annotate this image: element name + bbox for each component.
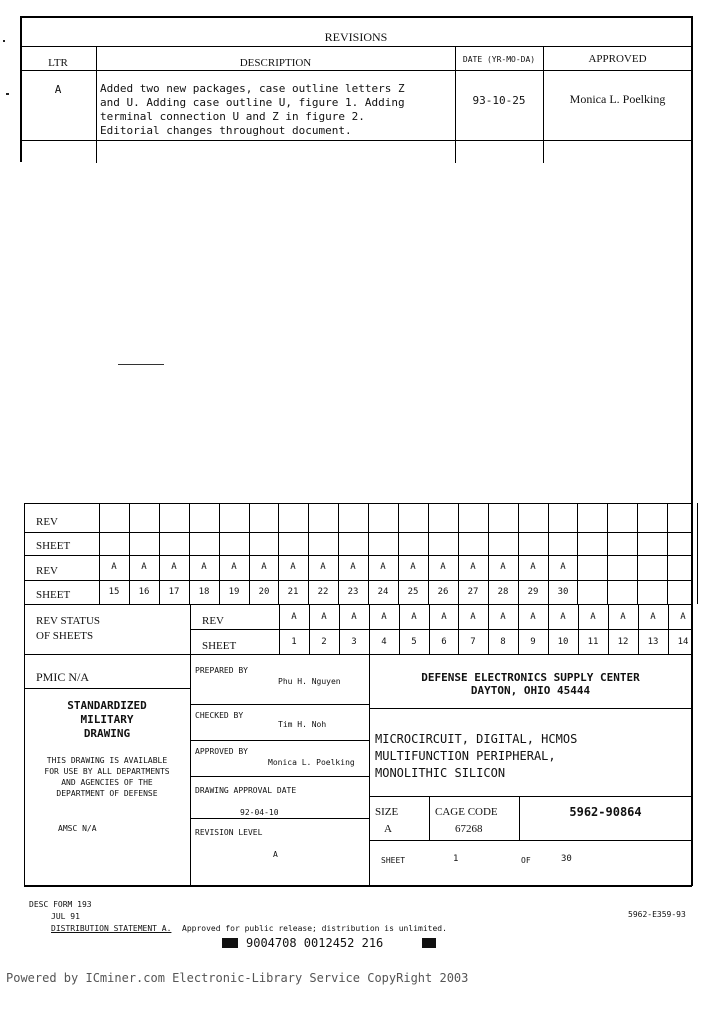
rev-entry-ltr: A: [54, 83, 62, 96]
sheet-cell: 18: [198, 587, 210, 597]
rev-cell: A: [381, 612, 387, 622]
size-label: SIZE: [375, 806, 399, 818]
checked-label: CHECKED BY: [195, 711, 244, 720]
sheet-cell: 26: [437, 587, 449, 597]
row3-sheet-label: SHEET: [202, 640, 237, 652]
rev-cell: A: [560, 612, 566, 622]
agency-city: DAYTON, OHIO 45444: [470, 684, 591, 697]
rev-cell: A: [411, 612, 417, 622]
cage-value: 67268: [455, 823, 483, 835]
availability-line: DEPARTMENT OF DEFENSE: [56, 789, 158, 798]
sheet-cell: 28: [497, 587, 509, 597]
rev-cell: A: [470, 562, 476, 572]
prepared-value: Phu H. Nguyen: [278, 677, 341, 686]
col-ltr: LTR: [48, 57, 68, 69]
sheet-cell: 11: [587, 637, 599, 647]
sheet-cell: 17: [168, 587, 180, 597]
row2-sheet-label: SHEET: [36, 589, 71, 601]
sheet-cell: 1: [291, 637, 297, 647]
sheet-cell: 30: [557, 587, 569, 597]
row1-sheet-label: SHEET: [36, 540, 71, 552]
of-sheets-label: OF SHEETS: [36, 630, 94, 642]
rev-cell: A: [141, 562, 147, 572]
approval-date-value: 92-04-10: [240, 808, 279, 817]
rev-cell: A: [410, 562, 416, 572]
rev-status-label: REV STATUS: [36, 615, 101, 627]
grid-line: [637, 503, 638, 604]
availability-line: FOR USE BY ALL DEPARTMENTS: [44, 767, 170, 776]
rev-cell: A: [470, 612, 476, 622]
sheet-cell: 2: [321, 637, 327, 647]
availability-line: AND AGENCIES OF THE: [61, 778, 153, 787]
sheet-cell: 4: [381, 637, 387, 647]
checked-value: Tim H. Noh: [278, 720, 327, 729]
col-approved: APPROVED: [588, 53, 647, 65]
rev-cell: A: [350, 562, 356, 572]
grid-line: [667, 503, 668, 604]
scan-speck: [3, 40, 5, 42]
approved-label: APPROVED BY: [195, 747, 248, 756]
military-heading: MILITARY: [80, 713, 134, 726]
rev-entry-desc-line: Added two new packages, case outline letters Z: [100, 82, 405, 95]
sheet-cell: 5: [411, 637, 417, 647]
rev-cell: A: [231, 562, 237, 572]
sheet-value: 1: [453, 854, 459, 864]
rev-cell: A: [560, 562, 566, 572]
rev-cell: A: [530, 612, 536, 622]
rev-cell: A: [500, 562, 506, 572]
amsc: AMSC N/A: [58, 824, 97, 833]
rev-cell: A: [321, 612, 327, 622]
rev-cell: A: [171, 562, 177, 572]
col-date: DATE (YR-MO-DA): [462, 55, 536, 64]
rev-cell: A: [290, 562, 296, 572]
sheet-cell: 8: [500, 637, 506, 647]
rev-cell: A: [351, 612, 357, 622]
size-value: A: [384, 823, 392, 835]
approved-value: Monica L. Poelking: [268, 758, 355, 767]
rev-cell: A: [441, 612, 447, 622]
sheet-cell: 12: [617, 637, 629, 647]
drawing-title-line: MULTIFUNCTION PERIPHERAL,: [375, 749, 556, 763]
row2-rev-label: REV: [36, 565, 58, 577]
distribution-text: Approved for public release; distribution is unlimited.: [182, 924, 447, 933]
revision-level-label: REVISION LEVEL: [195, 828, 263, 837]
sheet-cell: 7: [470, 637, 476, 647]
sheet-cell: 15: [108, 587, 120, 597]
rev-cell: A: [530, 562, 536, 572]
cage-label: CAGE CODE: [435, 806, 498, 818]
rev-cell: A: [440, 562, 446, 572]
sheet-cell: 22: [317, 587, 329, 597]
form-date: JUL 91: [51, 912, 80, 921]
sheet-cell: 16: [138, 587, 150, 597]
rev-cell: A: [111, 562, 117, 572]
rev-cell: A: [650, 612, 656, 622]
prepared-label: PREPARED BY: [195, 666, 248, 675]
standardized-heading: STANDARDIZED: [67, 699, 147, 712]
row3-rev-label: REV: [202, 615, 224, 627]
sheet-cell: 25: [407, 587, 419, 597]
sheet-cell: 9: [530, 637, 536, 647]
rev-cell: A: [380, 562, 386, 572]
rev-cell: A: [680, 612, 686, 622]
scan-speck: [6, 93, 9, 95]
rev-cell: A: [590, 612, 596, 622]
rev-cell: A: [620, 612, 626, 622]
sheet-label: SHEET: [381, 856, 406, 865]
sheet-cell: 20: [258, 587, 270, 597]
form-number: DESC FORM 193: [29, 900, 92, 909]
powered-by: Powered by ICminer.com Electronic-Library Service CopyRight 2003: [6, 971, 469, 985]
rev-entry-desc-line: and U. Adding case outline U, figure 1. Adding: [100, 96, 405, 109]
sheet-cell: 23: [347, 587, 359, 597]
rev-entry-desc-line: Editorial changes throughout document.: [100, 124, 352, 137]
agency-name: DEFENSE ELECTRONICS SUPPLY CENTER: [421, 671, 640, 684]
rev-cell: A: [201, 562, 207, 572]
sheet-cell: 13: [647, 637, 659, 647]
distribution-statement: DISTRIBUTION STATEMENT A.: [51, 924, 172, 933]
grid-line: [607, 503, 608, 604]
col-description: DESCRIPTION: [239, 57, 312, 69]
sheet-cell: 29: [527, 587, 539, 597]
row1-rev-label: REV: [36, 516, 58, 528]
barcode-number: 9004708 0012452 216: [246, 936, 384, 950]
rev-cell: A: [261, 562, 267, 572]
availability-line: THIS DRAWING IS AVAILABLE: [46, 756, 168, 765]
rev-entry-date: 93-10-25: [472, 94, 526, 107]
sheet-cell: 10: [557, 637, 569, 647]
of-value: 30: [561, 854, 572, 864]
approval-date-label: DRAWING APPROVAL DATE: [195, 786, 297, 795]
sheet-cell: 3: [351, 637, 357, 647]
revision-level-value: A: [273, 850, 278, 859]
drawing-title-line: MICROCIRCUIT, DIGITAL, HCMOS: [375, 732, 578, 746]
rev-entry-approved: Monica L. Poelking: [569, 92, 666, 106]
pmic: PMIC N/A: [36, 670, 90, 684]
barcode-mark-icon: [422, 938, 436, 948]
drawing-heading: DRAWING: [83, 727, 131, 740]
sheet-cell: 6: [441, 637, 447, 647]
rev-cell: A: [291, 612, 297, 622]
rev-cell: A: [320, 562, 326, 572]
sheet-cell: 14: [677, 637, 689, 647]
of-label: OF: [521, 856, 531, 865]
drawing-title-line: MONOLITHIC SILICON: [375, 766, 506, 780]
sheet-cell: 19: [228, 587, 240, 597]
doc-code: 5962-E359-93: [628, 910, 686, 919]
sheet-cell: 21: [287, 587, 299, 597]
rev-entry-desc-line: terminal connection U and Z in figure 2.: [100, 110, 365, 123]
scan-speck: [118, 364, 164, 365]
drawing-number: 5962-90864: [569, 805, 642, 819]
grid-line: [697, 503, 698, 604]
revisions-title: REVISIONS: [324, 30, 388, 44]
rev-cell: A: [500, 612, 506, 622]
barcode-mark-icon: [222, 938, 238, 948]
sheet-cell: 24: [377, 587, 389, 597]
sheet-cell: 27: [467, 587, 479, 597]
